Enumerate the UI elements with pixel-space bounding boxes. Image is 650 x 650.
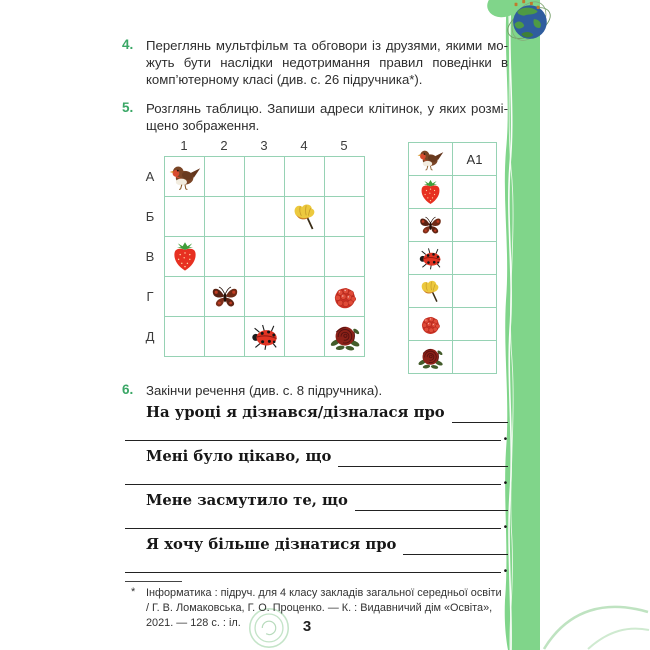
grid-cell-Г5 xyxy=(325,277,365,317)
task5-number: 5. xyxy=(122,100,134,115)
answer-image-cell xyxy=(409,275,453,308)
sentence-fill-line[interactable] xyxy=(403,554,508,555)
bird-icon xyxy=(417,146,444,173)
footnote-text xyxy=(146,586,514,632)
answer-row xyxy=(409,176,497,209)
sentence-fill-line[interactable] xyxy=(452,422,508,423)
task4-number: 4. xyxy=(122,37,134,52)
sentence-terminator: . xyxy=(502,471,508,488)
answer-image-cell xyxy=(409,176,453,209)
sentence-row xyxy=(125,402,508,423)
grid-cell-Г1 xyxy=(165,277,205,317)
strawberry-icon xyxy=(169,241,201,273)
answer-table xyxy=(408,142,497,374)
grid-cell-Д1 xyxy=(165,317,205,357)
butterfly-icon xyxy=(209,281,241,313)
grid-column-headers xyxy=(164,138,364,153)
column-header: 3 xyxy=(260,138,268,153)
grid-cell-В2 xyxy=(205,237,245,277)
globe-icon xyxy=(504,0,554,48)
page-number: 3 xyxy=(302,618,312,635)
answer-cell[interactable] xyxy=(453,308,497,341)
answer-cell[interactable] xyxy=(453,209,497,242)
answer-row xyxy=(409,242,497,275)
rose-icon xyxy=(329,321,361,353)
footnote-separator xyxy=(125,581,182,582)
sentence-blank-row xyxy=(125,467,508,488)
grid-cell-Б5 xyxy=(325,197,365,237)
row-header: Г xyxy=(146,288,154,304)
task5-text xyxy=(146,100,508,134)
footnote-line: 2021. — 128 с. : іл. xyxy=(146,617,241,630)
strawberry-icon xyxy=(417,179,444,206)
grid-cell-Б2 xyxy=(205,197,245,237)
footnote-line: / Г. В. Ломаковська, Г. О. Проценко. — К. : Видавничий дім «Освіта», xyxy=(146,602,493,615)
task-text-line: жуть бути наслідки недотримання правил поведінки в xyxy=(146,55,508,70)
grid-cell-В3 xyxy=(245,237,285,277)
task-text-line: Закінчи речення (див. с. 8 підручника). xyxy=(146,383,383,398)
answer-cell[interactable] xyxy=(453,275,497,308)
column-header: 4 xyxy=(300,138,308,153)
grid-cell-В1 xyxy=(165,237,205,277)
grid-cell-Г2 xyxy=(205,277,245,317)
grid-cell-Д4 xyxy=(285,317,325,357)
grid-cell-А2 xyxy=(205,157,245,197)
sentence-prefix: Я хочу більше дізнатися про xyxy=(146,536,397,553)
task-text-line: Переглянь мультфільм та обговори із друзями, якими мо- xyxy=(146,38,508,53)
ladybug-icon xyxy=(249,321,281,353)
sentence-fill-line[interactable] xyxy=(338,466,508,467)
sentence-row xyxy=(125,490,508,511)
sentence-row xyxy=(125,446,508,467)
sentence-terminator: . xyxy=(502,559,508,576)
answer-row xyxy=(409,143,497,176)
task-text-line: щено зображення. xyxy=(146,118,260,133)
grid-cell-А5 xyxy=(325,157,365,197)
answer-cell[interactable] xyxy=(453,341,497,374)
sentence-blank-line[interactable] xyxy=(125,572,501,573)
column-header: 2 xyxy=(220,138,228,153)
grid-cell-Д2 xyxy=(205,317,245,357)
sentence-terminator: . xyxy=(502,515,508,532)
column-header: 1 xyxy=(180,138,188,153)
grid-cell-Г3 xyxy=(245,277,285,317)
task-text-line: Розглянь таблицю. Запиши адреси клітинок, у яких розмі- xyxy=(146,101,508,116)
grid-cell-Г4 xyxy=(285,277,325,317)
grid-cell-А4 xyxy=(285,157,325,197)
grid-cell-Б1 xyxy=(165,197,205,237)
fill-in-sentences xyxy=(125,402,508,578)
grid-cell-В4 xyxy=(285,237,325,277)
grid-row-headers xyxy=(140,156,160,356)
sentence-blank-row xyxy=(125,423,508,444)
coordinate-grid-table xyxy=(164,156,365,357)
sentence-row xyxy=(125,534,508,555)
bottom-right-arc-decoration xyxy=(541,592,650,650)
butterfly-icon xyxy=(417,212,444,239)
answer-image-cell xyxy=(409,242,453,275)
answer-image-cell xyxy=(409,143,453,176)
column-header: 5 xyxy=(340,138,348,153)
row-header: А xyxy=(145,168,155,184)
footnote-line: Інформатика : підруч. для 4 класу закладів загальної середньої освіти xyxy=(146,587,502,599)
bird-icon xyxy=(169,161,201,193)
task6-number: 6. xyxy=(122,382,134,397)
raspberry-icon xyxy=(417,311,444,338)
footnote-marker: * xyxy=(131,586,136,598)
raspberry-icon xyxy=(329,281,361,313)
flower-icon xyxy=(289,201,321,233)
sentence-prefix: На уроці я дізнався/дізналася про xyxy=(146,404,445,421)
grid-cell-А1 xyxy=(165,157,205,197)
sentence-fill-line[interactable] xyxy=(355,510,508,511)
rose-icon xyxy=(417,344,444,371)
sentence-prefix: Мені було цікаво, що xyxy=(146,448,332,465)
answer-row xyxy=(409,308,497,341)
answer-row xyxy=(409,209,497,242)
sentence-blank-line[interactable] xyxy=(125,528,501,529)
row-header: Д xyxy=(145,328,155,344)
task-text-line: комп’ютерному класі (див. с. 26 підручника*). xyxy=(146,72,423,87)
answer-cell[interactable] xyxy=(453,242,497,275)
grid-cell-Д3 xyxy=(245,317,285,357)
answer-row xyxy=(409,275,497,308)
grid-cell-Д5 xyxy=(325,317,365,357)
sentence-prefix: Мене засмутило те, що xyxy=(146,492,348,509)
ladybug-icon xyxy=(417,245,444,272)
grid-cell-А3 xyxy=(245,157,285,197)
row-header: Б xyxy=(145,208,155,224)
sentence-blank-row xyxy=(125,511,508,532)
task4-text xyxy=(146,37,508,88)
row-header: В xyxy=(145,248,155,264)
answer-image-cell xyxy=(409,308,453,341)
flower-icon xyxy=(417,278,444,305)
sentence-blank-row xyxy=(125,555,508,576)
answer-row xyxy=(409,341,497,374)
answer-image-cell xyxy=(409,209,453,242)
answer-image-cell xyxy=(409,341,453,374)
grid-cell-В5 xyxy=(325,237,365,277)
grid-cell-Б3 xyxy=(245,197,285,237)
sentence-blank-line[interactable] xyxy=(125,484,501,485)
answer-cell[interactable] xyxy=(453,176,497,209)
task6-text xyxy=(146,382,508,399)
sentence-terminator: . xyxy=(502,427,508,444)
answer-cell[interactable]: А1 xyxy=(453,143,497,176)
grid-cell-Б4 xyxy=(285,197,325,237)
sentence-blank-line[interactable] xyxy=(125,440,501,441)
